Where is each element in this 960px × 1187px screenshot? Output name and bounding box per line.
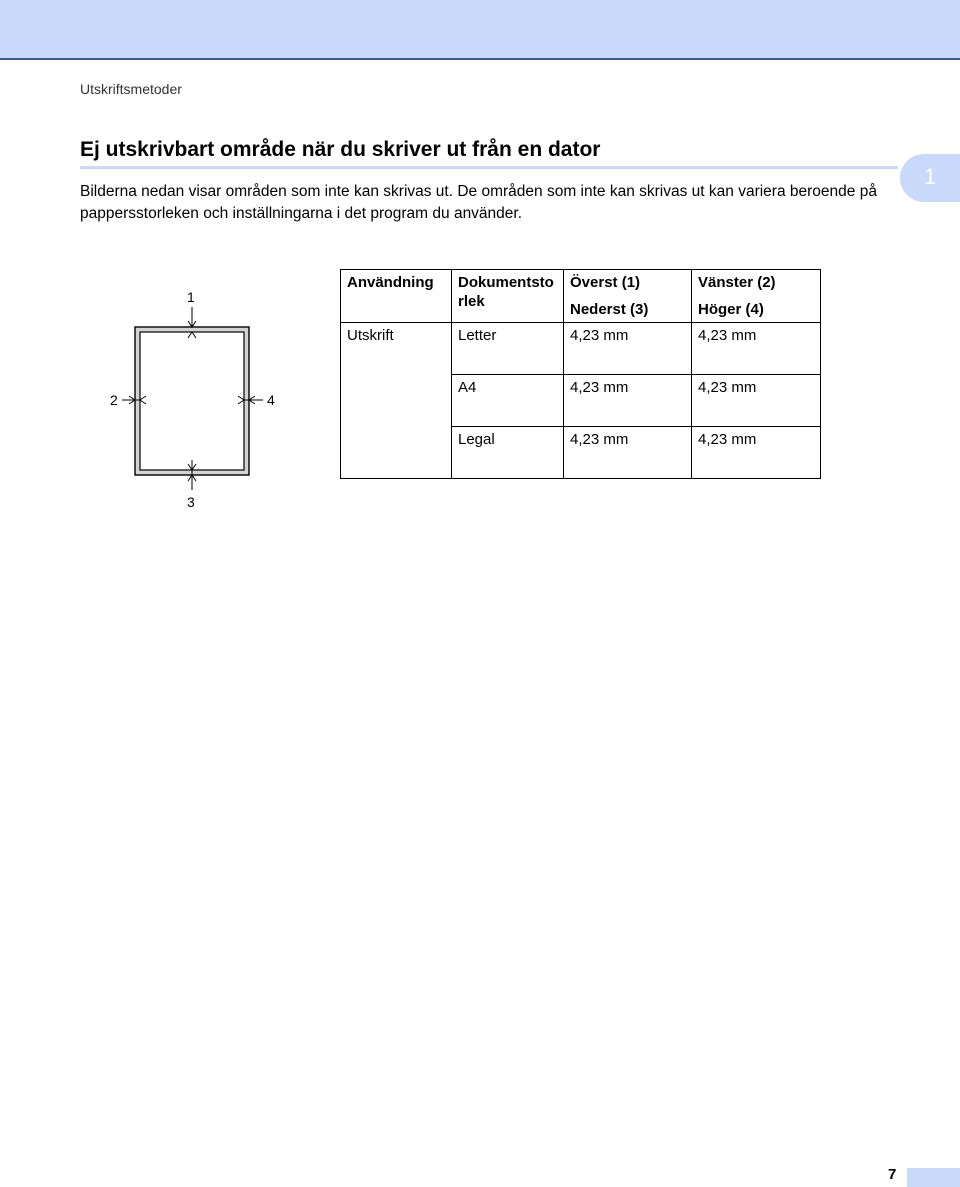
header-left: Vänster (2)	[698, 274, 776, 291]
header-right: Höger (4)	[698, 301, 764, 318]
intro-paragraph: Bilderna nedan visar områden som inte kan skrivas ut. De områden som inte kan skrivas ut kan variera beroende på pappersstorleken och inställningarna i det program du använder.	[80, 183, 877, 222]
label-bottom: 3	[187, 494, 195, 510]
label-top: 1	[187, 289, 195, 305]
header-doc-size: Dokumentstorlek	[452, 270, 564, 323]
margins-table	[340, 269, 821, 479]
size-cell: Legal	[452, 427, 564, 479]
table-row	[341, 323, 821, 375]
size-cell: Letter	[452, 323, 564, 375]
header-usage: Användning	[341, 270, 452, 323]
left-right-cell: 4,23 mm	[692, 375, 821, 427]
left-right-cell: 4,23 mm	[692, 427, 821, 479]
section-title: Ej utskrivbart område när du skriver ut från en dator	[80, 138, 601, 161]
header-top-bottom	[564, 270, 692, 323]
size-cell: A4	[452, 375, 564, 427]
header-left-right	[692, 270, 821, 323]
usage-cell: Utskrift	[341, 323, 452, 479]
chapter-number: 1	[924, 164, 937, 189]
label-left: 2	[110, 392, 118, 408]
top-bottom-cell: 4,23 mm	[564, 323, 692, 375]
left-right-cell: 4,23 mm	[692, 323, 821, 375]
running-header: Utskriftsmetoder	[80, 81, 182, 97]
printable-area	[140, 332, 244, 470]
header-top: Överst (1)	[570, 274, 641, 291]
top-bottom-cell: 4,23 mm	[564, 427, 692, 479]
table-header-row	[341, 270, 821, 323]
top-bottom-cell: 4,23 mm	[564, 375, 692, 427]
printable-area-diagram	[100, 285, 300, 520]
header-bottom: Nederst (3)	[570, 301, 649, 318]
page-tab	[907, 1168, 960, 1187]
title-rule	[80, 166, 898, 169]
chapter-tab	[900, 154, 960, 202]
page-number: 7	[888, 1166, 897, 1183]
label-right: 4	[267, 392, 275, 408]
top-band	[0, 0, 960, 60]
